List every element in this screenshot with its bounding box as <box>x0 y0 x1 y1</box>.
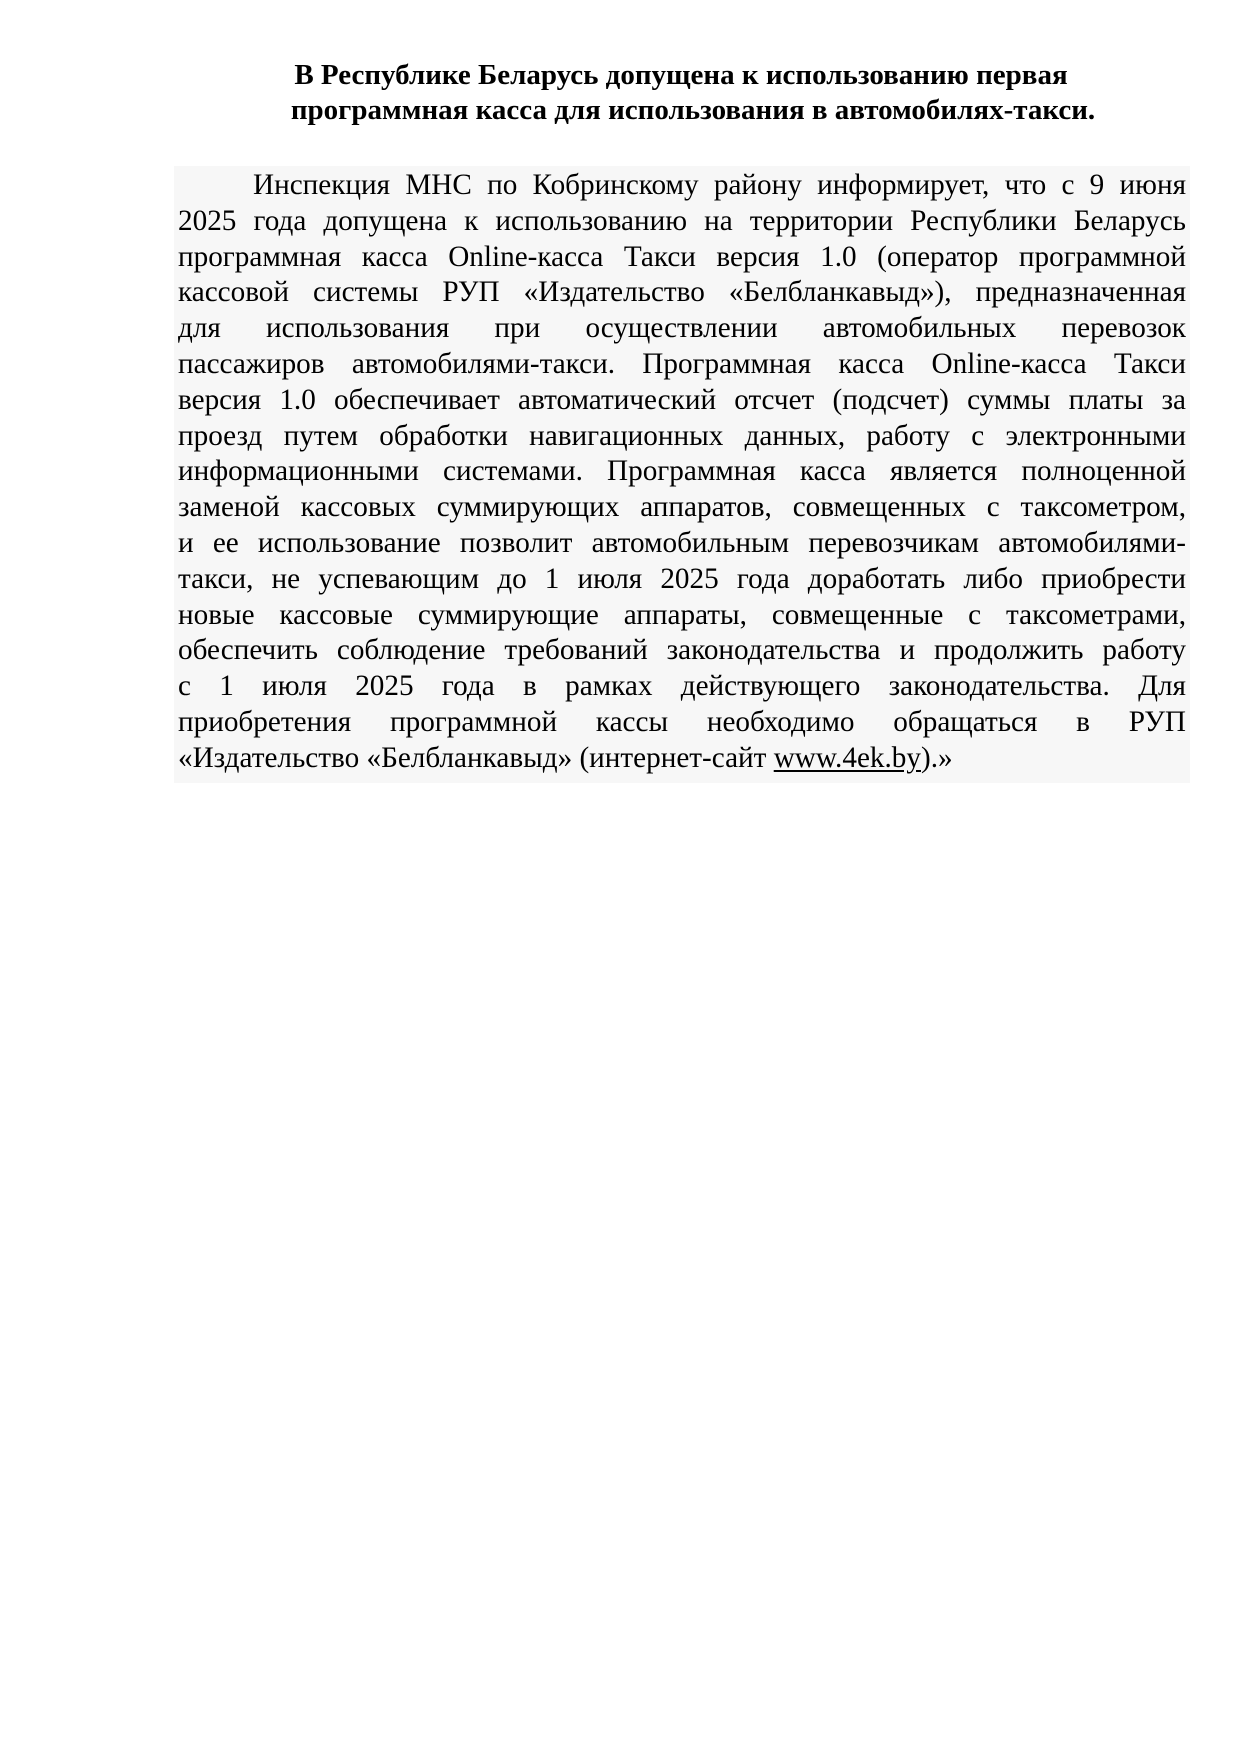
body-line: приобретения программной кассы необходимо обращаться в РУП <box>178 705 1186 738</box>
body-line: информационными системами. Программная касса является полноценной <box>178 455 1186 488</box>
website-link[interactable]: www.4ek.by <box>773 741 921 774</box>
body-line: проезд путем обработки навигационных данных, работу с электронными <box>178 419 1186 452</box>
body-line: обеспечить соблюдение требований законодательства и продолжить работу <box>178 634 1186 667</box>
body-line: и ее использование позволит автомобильным перевозчикам автомобилями- <box>178 526 1186 559</box>
body-line: 2025 года допущена к использованию на территории Республики Беларусь <box>178 204 1186 237</box>
body-line: пассажиров автомобилями-такси. Программная касса Online-касса Такси <box>178 347 1186 380</box>
body-line: кассовой системы РУП «Издательство «Белбланкавыд»), предназначенная <box>178 276 1186 309</box>
body-line: такси, не успевающим до 1 июля 2025 года доработать либо приобрести <box>178 562 1186 595</box>
last-line-prefix: «Издательство «Белбланкавыд» (интернет-сайт <box>178 741 774 774</box>
last-line-suffix: ).» <box>920 741 953 774</box>
body-line: программная касса Online-касса Такси версия 1.0 (оператор программной <box>178 240 1186 273</box>
title-line-1: В Республике Беларусь допущена к использованию первая <box>294 59 1068 91</box>
title-line-2: программная касса для использования в автомобилях-такси. <box>290 94 1096 126</box>
body-line: версия 1.0 обеспечивает автоматический отсчет (подсчет) суммы платы за <box>178 383 1186 416</box>
body-line: для использования при осуществлении автомобильных перевозок <box>178 312 1186 345</box>
body-paragraph <box>174 166 1190 783</box>
body-line: Инспекция МНС по Кобринскому району информирует, что с 9 июня <box>253 169 1186 201</box>
body-line: с 1 июля 2025 года в рамках действующего законодательства. Для <box>178 670 1186 703</box>
body-line: заменой кассовых суммирующих аппаратов, совмещенных с таксометром, <box>178 491 1186 524</box>
body-last-line <box>178 741 1186 777</box>
document-title <box>175 58 1187 128</box>
body-line: новые кассовые суммирующие аппараты, совмещенные с таксометрами, <box>178 598 1186 631</box>
